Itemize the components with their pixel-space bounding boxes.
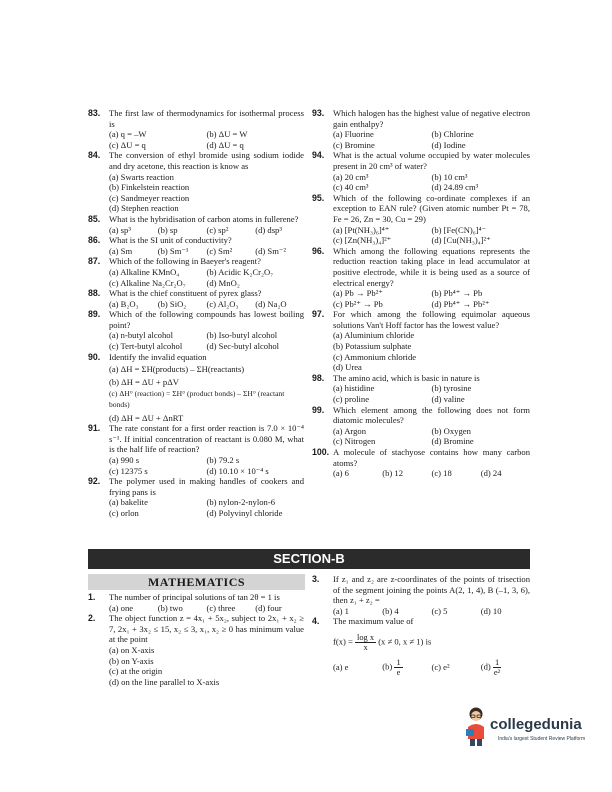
question-98 xyxy=(312,373,530,384)
options-row xyxy=(312,288,530,299)
question-text: Which halogen has the highest value of negative electron gain enthalpy? xyxy=(333,108,530,129)
right-question-column xyxy=(312,108,530,479)
option-d: (d) Polyvinyl chloride xyxy=(206,507,283,518)
option-d: (d) Na₂O xyxy=(255,298,287,309)
option-a: (a) n-butyl alcohol xyxy=(109,330,173,341)
option-a: (a) Aluminium chloride xyxy=(333,330,415,341)
option-d: (d) 24.89 cm³ xyxy=(431,182,479,193)
option-d: (d) 10 xyxy=(480,605,502,616)
options-row xyxy=(88,508,304,519)
option-d xyxy=(481,658,530,677)
math-question-3 xyxy=(312,574,530,606)
fx-label: f(x) = xyxy=(333,636,353,647)
question-number: 100. xyxy=(312,447,330,457)
option-a: (a) 990 s xyxy=(109,455,140,465)
question-99 xyxy=(312,405,530,426)
option-c: (c) [Zn(NH₃)₄]²⁺ xyxy=(333,235,392,246)
option-d: (d) on the line parallel to X-axis xyxy=(109,676,220,687)
options-row xyxy=(312,383,530,394)
options-row xyxy=(312,172,530,183)
options-row xyxy=(88,466,304,477)
option-b: (b) 4 xyxy=(382,605,399,616)
question-number: 92. xyxy=(88,476,101,487)
option-a: (a) 20 cm³ xyxy=(333,171,369,182)
function-expression xyxy=(312,633,530,652)
question-text: What is the actual volume occupied by water molecules present in 20 cm³ of water? xyxy=(333,150,530,171)
option-b: (b) ΔU = W xyxy=(206,129,248,140)
option-c: (c) Pb²⁺ → Pb xyxy=(333,298,383,309)
option-a: (a) [Pt(NH₃)₆]⁴⁺ xyxy=(333,224,390,235)
option-d: (d) dsp³ xyxy=(255,224,282,235)
option-a: (a) Pb → Pb²⁺ xyxy=(333,288,383,299)
question-text: The number of principal solutions of tan 2θ = 1 is xyxy=(109,592,280,602)
option-label: (b) xyxy=(382,661,393,672)
options-row xyxy=(88,330,304,341)
fraction-numerator: 1 xyxy=(494,657,500,667)
option-c: (c) three xyxy=(206,602,236,613)
option-label: (d) xyxy=(480,661,491,672)
question-number: 89. xyxy=(88,309,101,320)
question-text: Which of the following compounds has lowest boiling point? xyxy=(109,309,304,330)
option-b: (b) Iso-butyl alcohol xyxy=(206,330,278,341)
option-c: (c) orlon xyxy=(109,507,139,518)
option-b: (b) ΔH = ΔU + pΔV xyxy=(109,376,179,387)
option-a: (a) 1 xyxy=(333,605,349,616)
options-row xyxy=(312,426,530,437)
question-text: What is the SI unit of conductivity? xyxy=(109,235,232,246)
option-c: (c) 40 cm³ xyxy=(333,182,369,193)
question-text: The amino acid, which is basic in nature is xyxy=(333,372,480,383)
options-row xyxy=(88,129,304,140)
option-d: (d) MnO₂ xyxy=(206,277,240,288)
option-c: (c) e² xyxy=(431,662,450,673)
option-b: (b) Finkelstein reaction xyxy=(109,182,190,193)
option-b: (b) nylon-2-nylon-6 xyxy=(206,497,275,508)
question-83 xyxy=(88,108,304,129)
option-d: (d) Sm⁻² xyxy=(255,245,286,256)
question-text: Which of the following co-ordinate complexes if an exception to EAN rule? (Given atomic number Pt = 78, Fe = 26, Zn = 30, Cu = 29) xyxy=(333,192,530,224)
option-a: (a) e xyxy=(333,662,349,673)
option-a: (a) ΔH = ΣH(products) – ΣH(reactants) xyxy=(109,364,245,375)
question-number: 1. xyxy=(88,592,96,602)
option-c: (c) 12375 s xyxy=(109,465,148,476)
option-a: (a) B₂O₃ xyxy=(109,298,139,309)
option-a: (a) sp³ xyxy=(109,224,131,235)
question-number: 98. xyxy=(312,372,325,383)
option-b: (b) [Fe(CN)₆]⁴⁻ xyxy=(431,224,487,235)
option-b: (b) Sm⁻¹ xyxy=(157,245,189,256)
fraction-numerator: 1 xyxy=(396,657,401,667)
option-c: (c) Nitrogen xyxy=(333,436,376,447)
question-text: A molecule of stachyose contains how many carbon atoms? xyxy=(333,447,530,468)
question-text: For which among the following equimolar aqueous solutions Van't Hoff factor has the lowest value? xyxy=(333,309,530,330)
option-b: (b) 12 xyxy=(382,468,404,479)
question-text: The conversion of ethyl bromide using sodium iodide and dry acetone, this reaction is know as xyxy=(109,150,304,171)
option-b: (b) Potassium sulphate xyxy=(333,341,412,352)
option-d: (d) 10.10 × 10⁻⁴ s xyxy=(206,465,269,476)
option-c: (c) ΔH° (reaction) = ΣH° (product bonds) – ΣH° (reactant bonds) xyxy=(109,389,285,410)
option-b: (b) two xyxy=(157,602,183,613)
options-row xyxy=(312,140,530,151)
fx-denominator: x xyxy=(363,642,368,652)
question-number: 90. xyxy=(88,351,101,362)
question-91 xyxy=(88,423,304,455)
option-c: (c) ΔU = q xyxy=(109,139,146,150)
question-text: The maximum value of xyxy=(333,616,414,627)
question-text: What is the chief constituent of pyrex glass? xyxy=(109,288,262,299)
options-row xyxy=(88,455,304,466)
option-b: (b) SiO₂ xyxy=(157,298,187,309)
option-d: (d) valine xyxy=(431,394,465,405)
question-text: The first law of thermodynamics for isothermal process is xyxy=(109,108,304,129)
option-c: (c) Al₂O₃ xyxy=(206,298,239,309)
question-88 xyxy=(88,288,304,299)
subject-heading: MATHEMATICS xyxy=(88,574,305,590)
question-text: Which among the following equations represents the reduction reaction taking place in lead accumulator at positive electrode, while it is being used as a source of electrical energy? xyxy=(333,245,530,288)
option-d: (d) Stephen reaction xyxy=(109,203,179,214)
options-row xyxy=(312,299,530,310)
option-a: (a) 6 xyxy=(333,468,349,479)
options-row xyxy=(88,497,304,508)
option-c: (c) Ammonium chloride xyxy=(333,351,417,362)
options-row xyxy=(88,140,304,151)
question-text: What is the hybridisation of carbon atoms in fullerene? xyxy=(109,213,299,224)
options-row xyxy=(312,225,530,236)
question-92 xyxy=(88,476,304,497)
option-d: (d) Urea xyxy=(333,362,362,373)
options-row xyxy=(312,394,530,405)
options-row xyxy=(88,299,304,310)
option-c: (c) 5 xyxy=(431,605,448,616)
question-number: 97. xyxy=(312,309,325,320)
options-row xyxy=(88,341,304,352)
options-row xyxy=(88,246,304,257)
options-row xyxy=(312,658,530,677)
question-84 xyxy=(88,150,304,171)
option-d: (d) ΔH = ΔU + ΔnRT xyxy=(109,412,184,423)
mascot-logo-icon xyxy=(463,705,489,747)
option-a: (a) q = –W xyxy=(109,129,147,140)
fraction-denominator: e² xyxy=(493,667,501,677)
question-number: 84. xyxy=(88,150,101,161)
question-number: 87. xyxy=(88,256,101,267)
option-b: (b) Oxygen xyxy=(431,425,471,436)
option-c: (c) Sandmeyer reaction xyxy=(109,192,190,203)
options-row xyxy=(88,267,304,278)
option-c: (c) Tert-butyl alcohol xyxy=(109,341,183,352)
option-a: (a) Alkaline KMnO₄ xyxy=(109,266,180,277)
question-text: Which element among the following does not form diatomic molecules? xyxy=(333,404,530,426)
option-a: (a) Fluorine xyxy=(333,129,374,140)
option-a: (a) Argon xyxy=(333,425,367,436)
option-c: (c) Bromine xyxy=(333,139,375,150)
option-b: (b) tyrosine xyxy=(431,383,472,394)
question-text: If z₁ and z₂ are z-coordinates of the points of trisection of the segment joining the points A(2, 1, 4), B (–1, 3, 6), then z₁ + z₂ = xyxy=(333,574,530,606)
question-number: 96. xyxy=(312,245,325,256)
question-96 xyxy=(312,246,530,288)
question-100 xyxy=(312,447,530,468)
options-row xyxy=(88,278,304,289)
section-b-header: SECTION-B xyxy=(88,549,530,569)
options-row xyxy=(312,182,530,193)
question-93 xyxy=(312,108,530,129)
question-number: 99. xyxy=(312,404,325,415)
question-number: 86. xyxy=(88,235,101,246)
option-c: (c) Sm² xyxy=(206,245,233,256)
question-text: The polymer used in making handles of cookers and frying pans is xyxy=(109,476,304,497)
left-question-column xyxy=(88,108,304,519)
option-c: (c) Alkaline Na₂Cr₂O₇ xyxy=(109,277,186,288)
option-d: (d) ΔU = q xyxy=(206,139,244,150)
option-a: (a) one xyxy=(109,602,134,613)
options-row xyxy=(88,225,304,236)
question-number: 3. xyxy=(312,574,320,584)
question-number: 94. xyxy=(312,150,325,161)
question-number: 4. xyxy=(312,616,320,627)
math-question-2 xyxy=(88,613,304,645)
option-b: (b) Acidic K₂Cr₂O₇ xyxy=(206,266,274,277)
question-text: The rate constant for a first order reaction is 7.0 × 10⁻⁴ s⁻¹. If initial concentration of reactant is 0.080 M, what is the half life of reaction? xyxy=(109,423,304,455)
fraction-denominator: e xyxy=(396,667,401,677)
question-86 xyxy=(88,235,304,246)
question-number: 88. xyxy=(88,288,101,299)
question-text: Identify the invalid equation xyxy=(109,351,207,362)
options-row xyxy=(312,235,530,246)
option-fraction xyxy=(493,658,501,677)
fx-fraction xyxy=(355,633,376,652)
question-number: 2. xyxy=(88,613,96,624)
option-fraction xyxy=(394,658,402,677)
question-87 xyxy=(88,256,304,267)
question-97 xyxy=(312,309,530,330)
fx-condition: (x ≠ 0, x ≠ 1) is xyxy=(378,636,432,647)
question-85 xyxy=(88,214,304,225)
question-89 xyxy=(88,309,304,330)
math-question-4 xyxy=(312,616,530,627)
options-row xyxy=(88,603,304,614)
option-b: (b) 10 cm³ xyxy=(431,171,468,182)
question-90 xyxy=(88,352,304,363)
option-c: (c) at the origin xyxy=(109,666,163,677)
options-row xyxy=(312,468,530,479)
option-a: (a) on X-axis xyxy=(109,644,155,655)
option-d: (d) 24 xyxy=(480,468,502,479)
brand-name: collegedunia xyxy=(490,716,582,733)
option-d: (d) four xyxy=(255,602,282,613)
option-b xyxy=(382,658,431,677)
math-question-1 xyxy=(88,592,304,603)
option-d: (d) Sec-butyl alcohol xyxy=(206,341,280,352)
question-number: 91. xyxy=(88,423,101,434)
option-a: (a) bakelite xyxy=(109,497,148,508)
fx-numerator: log x xyxy=(357,632,375,642)
option-d: (d) [Cu(NH₃)₄]²⁺ xyxy=(431,235,491,246)
question-number: 83. xyxy=(88,108,101,118)
option-d: (d) Pb⁴⁺ → Pb²⁺ xyxy=(431,298,490,309)
question-number: 95. xyxy=(312,192,325,203)
option-b: (b) 79.2 s xyxy=(206,455,240,465)
question-number: 93. xyxy=(312,108,325,118)
options-row xyxy=(312,129,530,140)
question-94 xyxy=(312,150,530,171)
option-a: (a) histidine xyxy=(333,383,375,394)
option-d: (d) Bromine xyxy=(431,436,474,447)
question-text: Which of the following in Baeyer's reagent? xyxy=(109,256,261,267)
option-a: (a) Swarts reaction xyxy=(109,171,174,182)
option-c: (c) proline xyxy=(333,394,370,405)
option-d: (d) Iodine xyxy=(431,139,466,150)
options-row xyxy=(312,606,530,617)
option-c: (c) 18 xyxy=(431,468,452,479)
question-text: The object function z = 4x₁ + 5x₂, subject to 2x₁ + x₂ ≥ 7, 2x₁ + 3x₂ ≤ 15, x₂ ≤ 3, x₁, x₂ ≥ 0 has minimum value at the point xyxy=(109,613,304,645)
question-number: 85. xyxy=(88,213,101,224)
question-95 xyxy=(312,193,530,225)
option-b: (b) on Y-axis xyxy=(109,655,154,666)
math-right-column xyxy=(312,574,530,677)
brand-tagline: India's largest Student Review Platform xyxy=(498,736,586,742)
option-b: (b) Chlorine xyxy=(431,129,474,140)
option-a: (a) Sm xyxy=(109,245,133,256)
option-c: (c) sp² xyxy=(206,224,229,235)
option-b: (b) Pb⁴⁺ → Pb xyxy=(431,288,483,299)
option-b: (b) sp xyxy=(157,224,178,235)
math-left-column xyxy=(88,592,304,687)
options-row xyxy=(312,436,530,447)
